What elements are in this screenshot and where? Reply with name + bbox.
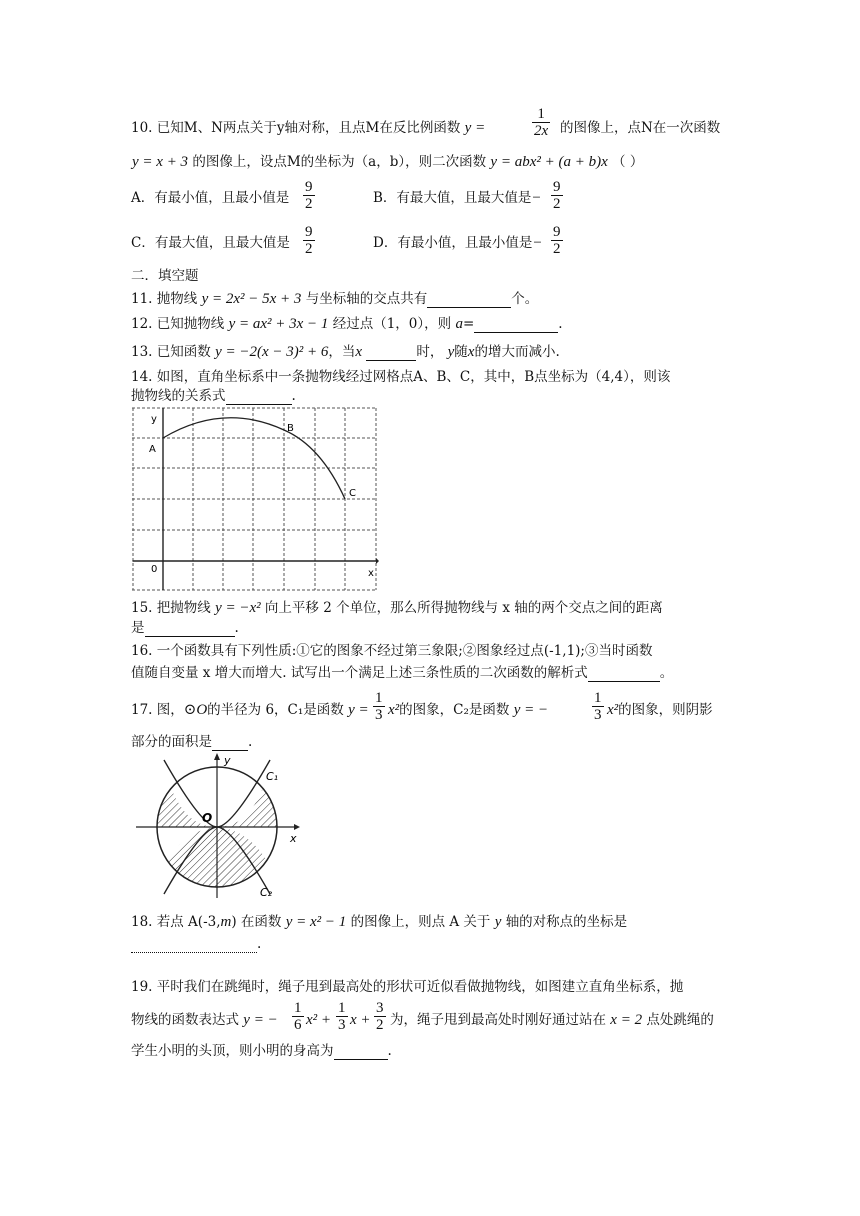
q12-func: y = ax² + 3x − 1 [228, 316, 329, 332]
frac-num: 3 [376, 1000, 384, 1016]
c1-label: C₁ [266, 770, 279, 783]
q13-text5: 的增大而减小. [474, 344, 560, 360]
var-m: m [220, 914, 232, 930]
q12-var: a [455, 316, 463, 332]
circle-symbol: ⊙O [183, 702, 208, 718]
q15-line1 [131, 599, 663, 617]
q10-option-a [131, 189, 289, 207]
q11-unit: 个。 [511, 291, 539, 307]
period: . [558, 316, 563, 332]
q19-text2: 为，绳子甩到最高处时刚好通过站在 [390, 1012, 606, 1028]
point-a-label: A [149, 444, 156, 455]
q10-quad-func: y = abx² + (a + b)x [490, 154, 608, 170]
q17-line1c [607, 701, 713, 719]
option-c-value [303, 224, 315, 257]
q10-option-c [131, 234, 290, 252]
option-c-text: C．有最大值，且最大值是 [131, 235, 290, 251]
q17-line1 [131, 701, 369, 719]
q17-text5: 部分的面积是 [131, 734, 212, 750]
q19-line2b [306, 1011, 331, 1029]
origin-label: 0 [151, 564, 158, 575]
frac-den: 6 [294, 1017, 302, 1033]
q16-line1: 16. 一个函数具有下列性质:①它的图象不经过第三象限;②图象经过点(-1,1);③当时函数 [131, 643, 653, 659]
frac-num: 9 [305, 224, 313, 240]
q10-option-b [373, 189, 542, 207]
frac-den: 3 [375, 707, 383, 723]
q17-circle-figure [132, 750, 304, 900]
frac-num: 1 [594, 690, 602, 706]
x-axis-arrow [294, 824, 300, 830]
answer-blank[interactable] [474, 332, 558, 333]
answer-blank[interactable] [145, 636, 235, 637]
period: . [234, 620, 239, 636]
origin-label: O [202, 811, 213, 825]
q11-text: 11. 抛物线 [131, 291, 198, 307]
answer-blank[interactable] [226, 404, 292, 405]
option-d-text: D．有最小值，且最小值是 [373, 235, 533, 251]
q17-x2: x² [388, 702, 400, 718]
q11-text2: 与坐标轴的交点共有 [305, 291, 428, 307]
x-axis-arrow [376, 558, 379, 564]
q19-text: 物线的函数表达式 [131, 1012, 239, 1028]
q11-func: y = 2x² − 5x + 3 [201, 291, 302, 307]
q10-line2 [132, 153, 643, 171]
q10-line1-tail: 的图像上，点N在一次函数 [560, 120, 721, 136]
q10-line1 [131, 119, 485, 137]
q17-frac2 [592, 690, 604, 723]
q19-frac2 [336, 1000, 348, 1033]
q13-func: y = −2(x − 3)² + 6 [215, 344, 329, 360]
q17-func2: y = − [513, 702, 549, 718]
x-axis-label: x [368, 568, 374, 579]
q10-linear-func: y = x + 3 [132, 154, 189, 170]
period: . [248, 734, 253, 750]
q17-text4: 的图象，则阴影 [618, 702, 713, 718]
q10-option-d [373, 234, 542, 252]
q10-text2: 的图像上，设点M的坐标为（a，b），则二次函数 [192, 154, 487, 170]
point-c-label: C [349, 488, 356, 499]
option-a-text: A．有最小值，且最小值是 [131, 190, 290, 206]
var-x: x [355, 344, 363, 360]
frac-num: 1 [375, 690, 383, 706]
point-b-label: B [287, 423, 294, 434]
var-y: y [494, 914, 502, 930]
q17-text3: 的图象，C₂是函数 [399, 702, 510, 718]
q16-text: 值随自变量 x 增大而增大. 试写出一个满足上述三条性质的二次函数的解析式 [131, 665, 588, 681]
minus-sign: − [532, 235, 543, 251]
q17-text2: 的半径为 6，C₁是函数 [207, 702, 344, 718]
q19-func-b: x² + [306, 1012, 332, 1028]
q19-frac1 [292, 1000, 304, 1033]
answer-paren: （ ） [612, 154, 644, 170]
var-x: x [467, 344, 475, 360]
q10-fraction [532, 106, 550, 139]
period: . [291, 388, 296, 404]
frac-den: 2 [376, 1017, 384, 1033]
frac-den: 3 [338, 1017, 346, 1033]
q19-line3 [131, 1042, 392, 1060]
q12-text: 12. 已知抛物线 [131, 316, 225, 332]
answer-blank[interactable] [427, 307, 511, 308]
q14-line2 [131, 387, 296, 405]
period: . [257, 936, 262, 952]
answer-blank[interactable] [131, 952, 257, 953]
q13-text2: ，当 [328, 344, 356, 360]
q15-text2: 向上平移 2 个单位，那么所得抛物线与 x 轴的两个交点之间的距离 [264, 600, 663, 616]
q14-grid-figure [131, 406, 379, 592]
q19-x-value: x = 2 [610, 1012, 643, 1028]
q19-line2d [390, 1011, 714, 1029]
q14-text: 抛物线的关系式 [131, 388, 226, 404]
q13-text: 13. 已知函数 [131, 344, 211, 360]
period: . [387, 1043, 392, 1059]
q14-line1: 14. 如图，直角坐标系中一条抛物线经过网格点A、B、C，其中，B点坐标为（4,4），则该 [131, 369, 671, 385]
q13-text3: 时， [416, 344, 444, 360]
q15-text: 15. 把抛物线 [131, 600, 211, 616]
option-b-text: B．有最大值，且最大值是 [373, 190, 532, 206]
q18-line1 [131, 913, 627, 931]
answer-blank[interactable] [334, 1059, 388, 1060]
q18-line2 [131, 935, 261, 953]
frac-num: 1 [532, 106, 550, 123]
q15-line2 [131, 619, 239, 637]
minus-sign: − [531, 190, 542, 206]
option-b-value [551, 179, 563, 212]
frac-num: 9 [553, 179, 561, 195]
q13 [131, 343, 560, 361]
q17-line2 [131, 733, 252, 751]
q15-func: y = −x² [215, 600, 261, 616]
q17-func1: y = [348, 702, 369, 718]
q19-text4: 学生小明的头顶，则小明的身高为 [131, 1043, 334, 1059]
y-axis-label: y [151, 414, 157, 425]
q19-line1: 19. 平时我们在跳绳时，绳子甩到最高处的形状可近似看做抛物线，如图建立直角坐标系，抛 [131, 979, 684, 995]
q11 [131, 290, 538, 308]
answer-blank[interactable] [588, 681, 660, 682]
section-title: 二．填空题 [131, 268, 199, 284]
var-y: y [447, 344, 455, 360]
frac-den: 2 [305, 241, 313, 257]
frac-den: 2 [305, 196, 313, 212]
frac-num: 1 [294, 1000, 302, 1016]
q10-func: y = [464, 120, 486, 136]
q16-line2 [131, 664, 673, 682]
q19-func-a: y = − [243, 1012, 278, 1028]
q17-text: 17. 图， [131, 702, 184, 718]
q19-func-c: x + [350, 1012, 371, 1028]
q17-frac1 [373, 690, 385, 723]
period: 。 [659, 665, 674, 681]
q17-line1b [388, 701, 548, 719]
q12-text2: 经过点（1，0），则 [332, 316, 452, 332]
q17-x2: x² [607, 702, 619, 718]
q15-text3: 是 [131, 620, 145, 636]
q18-text: 18. 若点 A(-3, [131, 914, 221, 930]
x-axis-label: x [290, 832, 297, 845]
q19-text3: 点处跳绳的 [646, 1012, 714, 1028]
frac-den: 2 [553, 196, 561, 212]
y-axis-label: y [224, 754, 231, 767]
frac-den: 3 [594, 707, 602, 723]
frac-den: 2x [534, 123, 549, 139]
q12-eq: = [462, 316, 475, 332]
frac-num: 9 [305, 179, 313, 195]
q13-text4: 随 [454, 344, 468, 360]
option-a-value [303, 179, 315, 212]
q19-line2c [350, 1011, 371, 1029]
q12 [131, 315, 563, 333]
q19-line2a [131, 1011, 278, 1029]
option-d-value [551, 224, 563, 257]
q19-frac3 [374, 1000, 386, 1033]
frac-num: 1 [338, 1000, 346, 1016]
answer-blank[interactable] [366, 360, 416, 361]
c2-label: C₂ [260, 886, 273, 899]
q10-text: 10. 已知M、N两点关于y轴对称，且点M在反比例函数 [131, 120, 461, 136]
q18-text4: 轴的对称点的坐标是 [505, 914, 628, 930]
q18-text3: 的图像上，则点 A 关于 [350, 914, 491, 930]
parabola-curve [163, 418, 345, 499]
q18-text2: ) 在函数 [231, 914, 282, 930]
frac-num: 9 [553, 224, 561, 240]
q18-func: y = x² − 1 [285, 914, 347, 930]
frac-den: 2 [553, 241, 561, 257]
y-axis-arrow [214, 753, 220, 760]
